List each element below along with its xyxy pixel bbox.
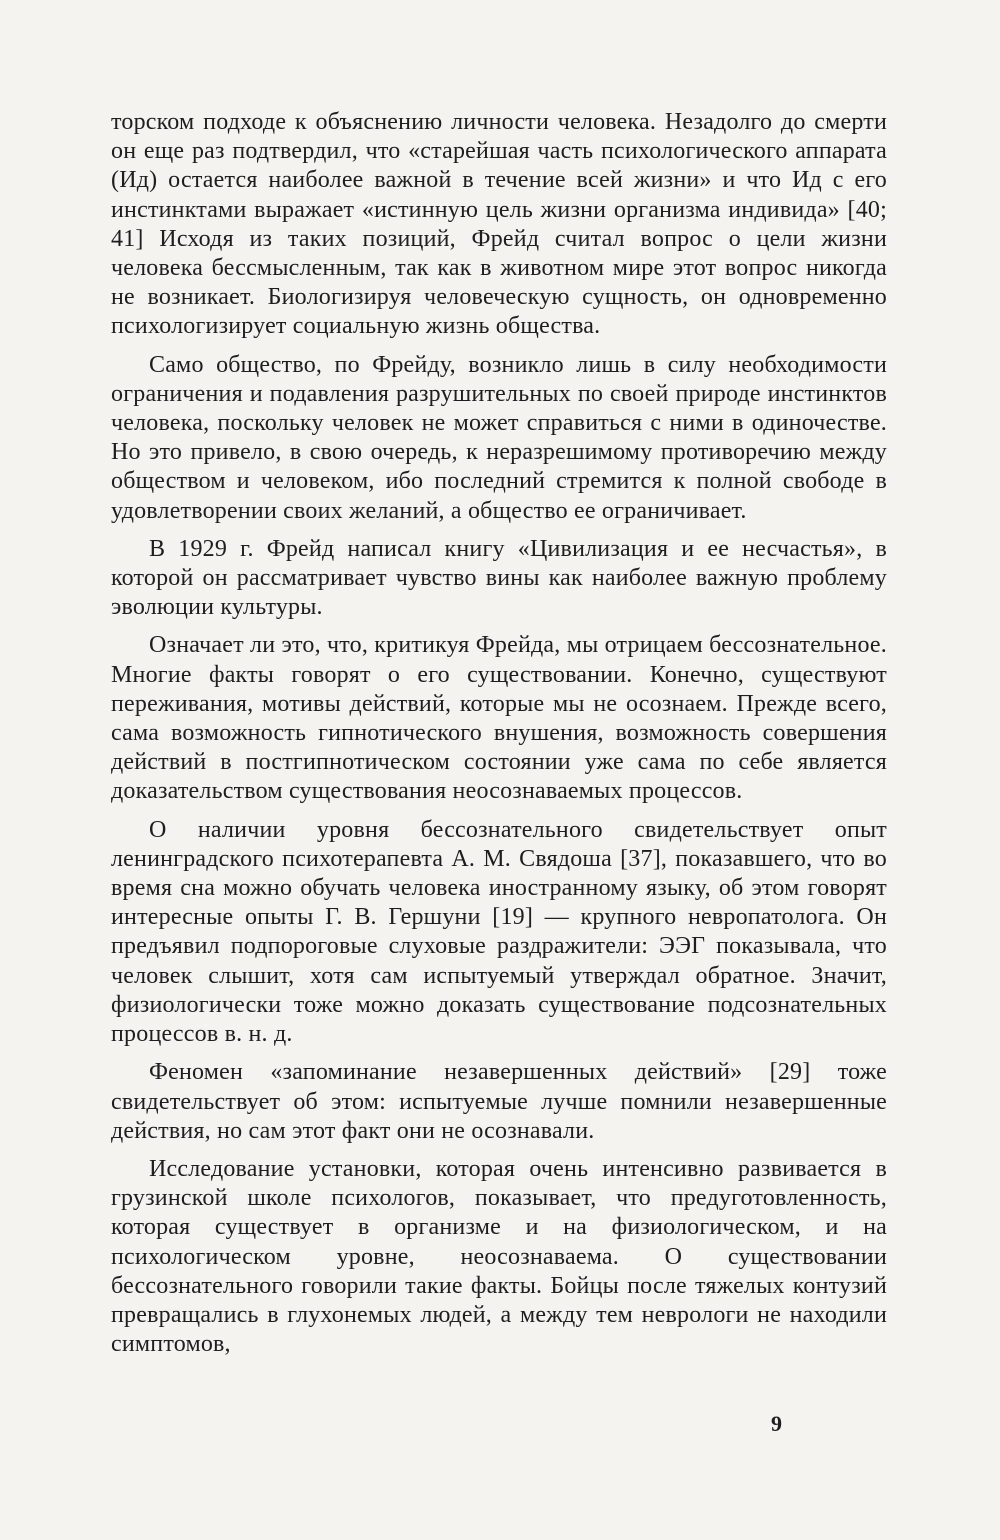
body-text [111, 108, 887, 1359]
paragraph-civilization-book: В 1929 г. Фрейд написал книгу «Цивилизация и ее несчастья», в которой он рассматривает чувство вины как наиболее важную проблему эволюции культуры. [111, 535, 887, 621]
paragraph-set-research: Исследование установки, которая очень интенсивно развивается в грузинской школе психологов, показывает, что предуготовленность, которая существует в организме и на физиологическом, и на психологическом уровне, неосознаваема. О существовании бессознательного говорили такие факты. Бойцы после тяжелых контузий превращались в глухонемых людей, а между тем неврологи не находили симптомов, [111, 1155, 887, 1358]
page-number: 9 [771, 1411, 782, 1436]
paragraph-unfinished-actions: Феномен «запоминание незавершенных действий» [29] тоже свидетельствует об этом: испытуемые лучше помнили незавершенные действия, но сам этот факт они не осознавали. [111, 1059, 887, 1144]
paragraph-society: Само общество, по Фрейду, возникло лишь в силу необходимости ограничения и подавления разрушительных по своей природе инстинктов человека, поскольку человек не может справиться с ними в одиночестве. Но это привело, в свою очередь, к неразрешимому противоречию между обществом и человеком, ибо последний стремится к полной свободе в удовлетворении своих желаний, а общество ее ограничивает. [111, 351, 887, 524]
paragraph-freud-id: торском подходе к объяснению личности человека. Незадолго до смерти он еще раз подтвердил, что «старейшая часть психологического аппарата (Ид) остается наиболее важной в течение всей жизни» и что Ид с его инстинктами выражает «истинную цель жизни организма индивида» [40; 41] Исходя из таких позиций, Фрейд считал вопрос о цели жизни человека бессмысленным, так как в животном мире этот вопрос никогда не возникает. Биологизируя человеческую сущность, он одновременно психологизирует социальную жизнь общества. [111, 109, 887, 340]
paragraph-experiments: О наличии уровня бессознательного свидетельствует опыт ленинградского психотерапевта А. М. Свядоша [37], показавшего, что во время сна можно обучать человека иностранному языку, об этом говорят интересные опыты Г. В. Гершуни [19] — крупного невропатолога. Он предъявил подпороговые слуховые раздражители: ЭЭГ показывала, что человек слышит, хотя сам испытуемый утверждал обратное. Значит, физиологически тоже можно доказать существование подсознательных процессов в. н. д. [111, 816, 887, 1048]
paragraph-unconscious: Означает ли это, что, критикуя Фрейда, мы отрицаем бессознательное. Многие факты говорят о его существовании. Конечно, существуют переживания, мотивы действий, которые мы не осознаем. Прежде всего, сама возможность гипнотического внушения, возможность совершения действий в постгипнотическом состоянии уже сама по себе является доказательством существования неосознаваемых процессов. [111, 632, 887, 805]
